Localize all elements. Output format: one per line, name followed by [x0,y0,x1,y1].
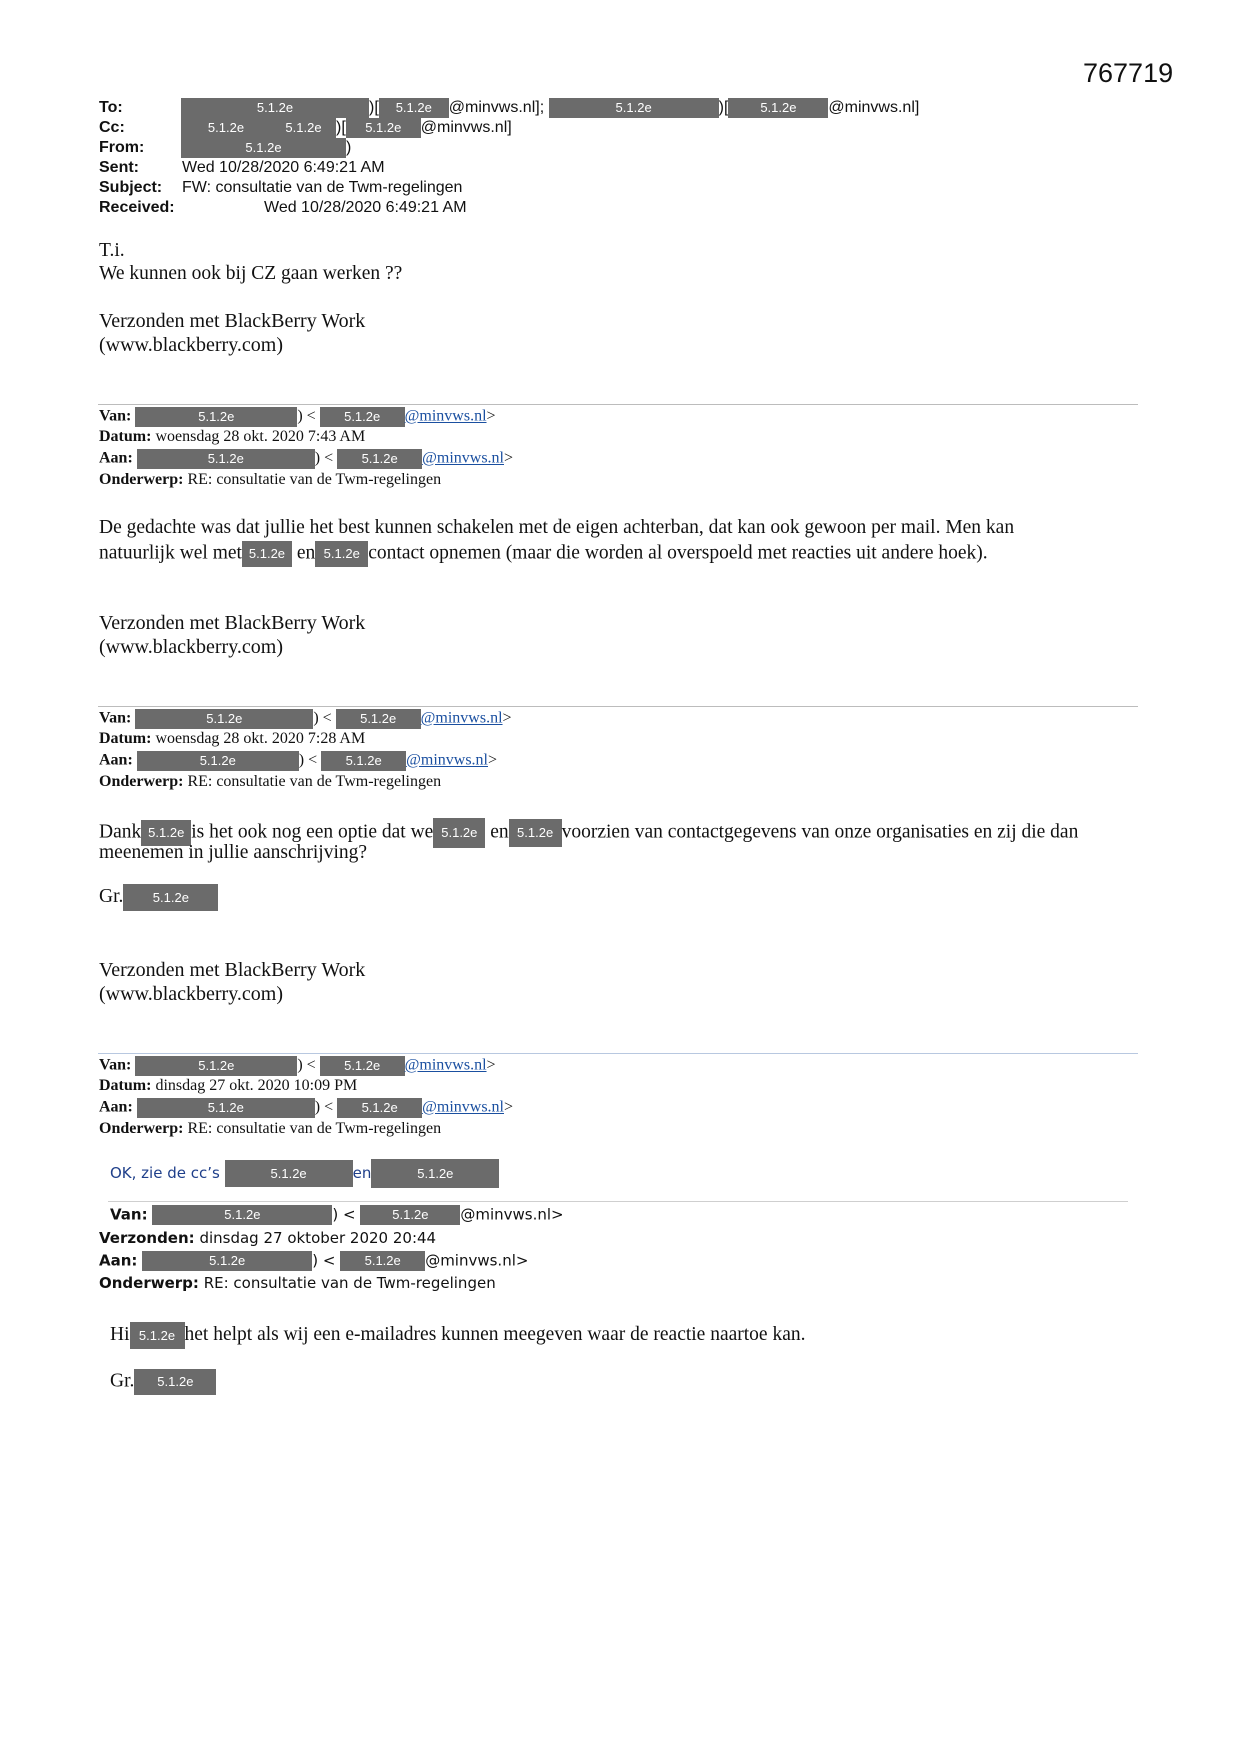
van-line [99,1056,496,1076]
redaction: 5.1.2e [181,138,346,158]
redaction: 5.1.2e [340,1251,425,1271]
bracket: )[ [718,99,729,117]
separator: ) < [314,449,334,467]
datum-line [99,730,365,748]
signature-line: Verzonden met BlackBerry Work [99,612,366,634]
separator: ) < [298,751,318,769]
text: het helpt als wij een e-mailadres kunnen meegeven waar de reactie naartoe kan. [184,1323,806,1345]
redaction: 5.1.2e [337,1098,422,1118]
van-line [99,407,496,427]
text: Dank [99,821,142,843]
to-value [181,98,919,118]
bracket: )[ [336,119,346,137]
message-line [110,1322,806,1349]
received-value: Wed 10/28/2020 6:49:21 AM [264,199,467,216]
redaction: 5.1.2e [130,1322,185,1349]
van-line [110,1205,564,1225]
text: voorzien van contactgegevens van onze organisaties en zij die dan [561,821,1079,843]
separator: ) < [297,1056,316,1074]
paren: ) [346,139,352,157]
document-number: 767719 [1083,58,1174,88]
redaction: 5.1.2e [360,1205,460,1225]
gt: > [504,1098,514,1116]
datum-value: woensdag 28 okt. 2020 7:28 AM [155,730,366,747]
sent-label: Sent: [99,159,139,176]
divider [98,404,1138,405]
signature-url: (www.blackberry.com) [99,636,283,658]
redaction: 5.1.2e [271,118,336,138]
message-line: De gedachte was dat jullie het best kunnen schakelen met de eigen achterban, dat kan ook gewoon per mail. Men kan [99,517,1015,538]
cc-label: Cc: [99,119,125,136]
received-label: Received: [99,199,175,216]
text: Hi [110,1323,130,1345]
subject-label: Subject: [99,179,163,196]
sent-value: Wed 10/28/2020 6:49:21 AM [182,159,385,176]
text: is het ook nog een optie dat we [191,821,434,843]
text: en [490,821,509,843]
gt: > [502,709,512,727]
text: Gr. [99,885,124,907]
datum-label: Datum: [99,428,152,445]
email-link[interactable]: @minvws.nl [422,449,504,467]
redaction: 5.1.2e [141,820,191,846]
message-line [99,541,988,567]
gt: > [486,407,496,425]
redaction: 5.1.2e [142,1251,312,1271]
aan-line [99,1098,513,1118]
redaction: 5.1.2e [336,709,421,729]
aan-line [99,1251,528,1271]
redaction: 5.1.2e [433,818,485,848]
verzonden-line [99,1229,436,1247]
separator: ) < [297,407,316,425]
aan-line [99,751,497,771]
onderwerp-value: RE: consultatie van de Twm-regelingen [187,773,442,790]
redaction: 5.1.2e [152,1205,332,1225]
signature-line: Verzonden met BlackBerry Work [99,959,366,981]
van-label: Van: [110,1205,148,1224]
datum-value: woensdag 28 okt. 2020 7:43 AM [155,428,366,445]
redaction: 5.1.2e [320,1056,405,1076]
aan-label: Aan: [99,449,133,467]
email-link[interactable]: @minvws.nl [420,709,503,727]
redaction: 5.1.2e [181,98,369,118]
email-link[interactable]: @minvws.nl [406,751,488,769]
redaction: 5.1.2e [315,541,368,567]
divider [98,1053,1138,1054]
redaction: 5.1.2e [371,1159,499,1188]
email-domain: @minvws.nl> [425,1251,529,1270]
van-label: Van: [99,709,132,727]
verzonden-label: Verzonden: [99,1229,195,1247]
gt: > [486,1056,496,1074]
redaction: 5.1.2e [225,1160,353,1187]
redaction: 5.1.2e [137,1098,315,1118]
van-line [99,709,512,729]
onderwerp-line [99,1120,441,1138]
redaction: 5.1.2e [135,709,313,729]
onderwerp-value: RE: consultatie van de Twm-regelingen [187,1120,442,1137]
gt: > [504,449,514,467]
text: en [296,542,316,564]
divider [98,706,1138,707]
datum-line [99,1077,357,1095]
datum-label: Datum: [99,1077,152,1094]
aan-line [99,449,513,469]
text: natuurlijk wel met [99,542,242,564]
onderwerp-line [99,471,441,489]
from-value [181,138,351,158]
redaction: 5.1.2e [379,98,449,118]
datum-value: dinsdag 27 okt. 2020 10:09 PM [155,1077,358,1094]
onderwerp-line [99,773,441,791]
gt: > [488,751,498,769]
email-link[interactable]: @minvws.nl [404,407,487,425]
redaction: 5.1.2e [137,751,299,771]
message-line: We kunnen ook bij CZ gaan werken ?? [99,263,403,284]
onderwerp-line [99,1274,496,1292]
email-domain: @minvws.nl]; [448,99,545,117]
signature-url: (www.blackberry.com) [99,334,283,356]
datum-line [99,428,365,446]
redaction: 5.1.2e [320,407,405,427]
redaction: 5.1.2e [728,98,828,118]
redaction: 5.1.2e [242,541,292,567]
redaction: 5.1.2e [346,118,421,138]
van-label: Van: [99,407,132,425]
text: Gr. [110,1370,135,1392]
reply-line [110,1159,499,1188]
redaction: 5.1.2e [549,98,719,118]
email-domain: @minvws.nl] [828,99,920,117]
redaction: 5.1.2e [134,1369,216,1395]
from-label: From: [99,139,145,156]
message-line: T.i. [99,240,125,261]
email-link[interactable]: @minvws.nl [422,1098,504,1116]
message-line: meenemen in jullie aanschrijving? [99,842,368,863]
redaction: 5.1.2e [337,449,422,469]
redaction: 5.1.2e [137,449,315,469]
signature-line: Verzonden met BlackBerry Work [99,310,366,332]
onderwerp-value: RE: consultatie van de Twm-regelingen [203,1274,496,1292]
separator: ) < [332,1205,356,1224]
text: en [352,1164,372,1182]
redaction: 5.1.2e [321,751,406,771]
email-domain: @minvws.nl> [460,1205,564,1224]
separator: ) < [312,1251,336,1270]
subject-value: FW: consultatie van de Twm-regelingen [182,179,463,196]
greeting-line [110,1369,216,1395]
email-link[interactable]: @minvws.nl [404,1056,487,1074]
text: contact opnemen (maar die worden al overspoeld met reacties uit andere hoek). [368,542,988,564]
cc-value [181,118,512,138]
datum-label: Datum: [99,730,152,747]
onderwerp-label: Onderwerp: [99,1120,184,1137]
redaction: 5.1.2e [135,407,297,427]
onderwerp-label: Onderwerp: [99,773,184,790]
verzonden-value: dinsdag 27 oktober 2020 20:44 [199,1229,437,1247]
aan-label: Aan: [99,1251,138,1270]
redaction: 5.1.2e [181,118,271,138]
bracket: )[ [369,99,379,117]
email-domain: @minvws.nl] [420,119,512,137]
aan-label: Aan: [99,1098,133,1116]
redaction: 5.1.2e [135,1056,297,1076]
redaction: 5.1.2e [123,884,218,911]
separator: ) < [314,1098,334,1116]
greeting-line [99,884,218,911]
separator: ) < [313,709,332,727]
divider [108,1201,1128,1202]
to-label: To: [99,99,123,116]
signature-url: (www.blackberry.com) [99,983,283,1005]
aan-label: Aan: [99,751,133,769]
van-label: Van: [99,1056,132,1074]
onderwerp-label: Onderwerp: [99,471,184,488]
onderwerp-label: Onderwerp: [99,1274,199,1292]
onderwerp-value: RE: consultatie van de Twm-regelingen [187,471,442,488]
redaction: 5.1.2e [509,819,562,847]
text: OK, zie de cc’s [110,1164,220,1182]
